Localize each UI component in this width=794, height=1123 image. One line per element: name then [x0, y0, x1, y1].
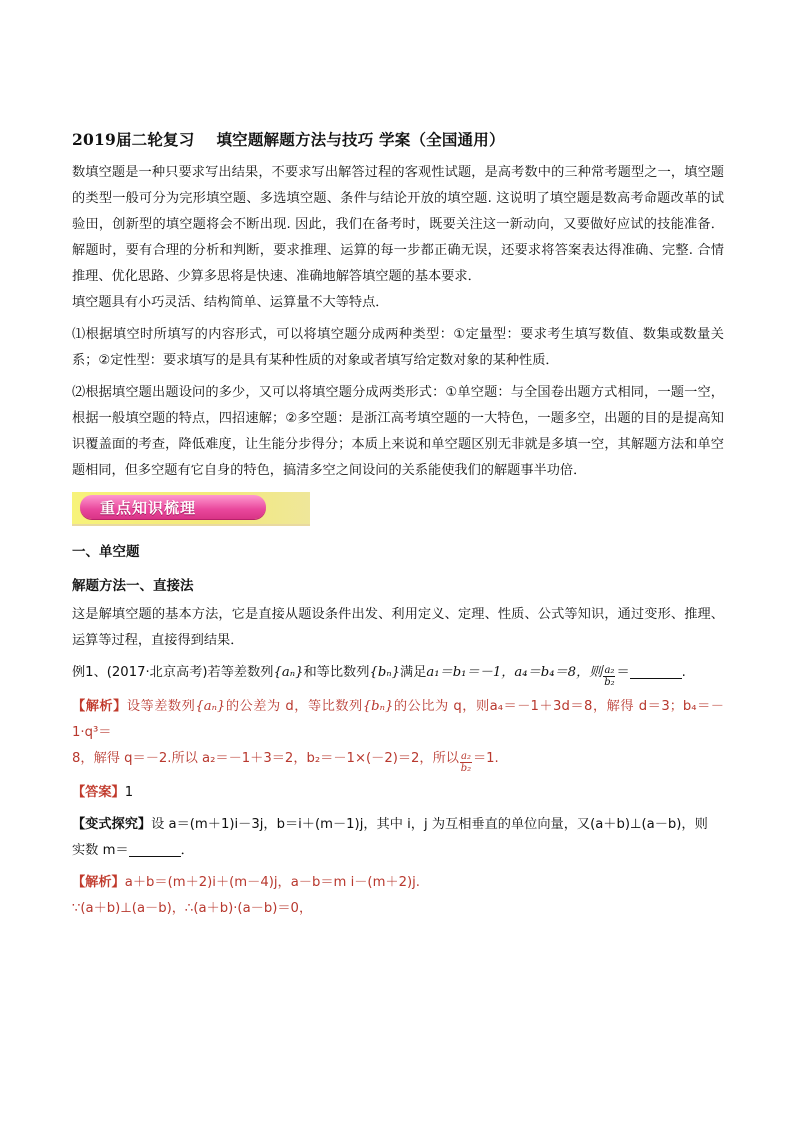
answer-label: 【答案】 — [72, 785, 125, 800]
intro-paragraph-1: 数填空题是一种只要求写出结果，不要求写出解答过程的客观性试题，是高考数中的三种常考题型之一，填空题的类型一般可分为完形填空题、多选填空题、条件与结论开放的填空题. 这说明了填空题是数高考命题改革的试验田，创新型的填空题将会不断出现. 因此，我们在备考时，既要关注这一新动向，又要做好应试的技能准备．解题时，要有合理的分析和判断，要求推理、运算的每一步都正确无误，还要求将答案表达得准确、完整. 合情推理、优化思路、少算多思将是快速、准确地解答填空题的基本要求． — [72, 165, 724, 284]
analysis-1: 【解析】设等差数列{aₙ}的公差为 d，等比数列{bₙ}的公比为 q，则a₄＝－1＋3d＝8，解得 d＝3；b₄＝－1·q³＝ 8，解得 q＝－2.所以 a₂＝－1＋3＝2，b₂＝－1×(－2)＝2，所以 $\frac{\text{a₂}}{\text{b₂}}$ ＝1. — [72, 699, 724, 774]
variant-label: 【变式探究】 — [72, 817, 152, 832]
document-title — [72, 128, 724, 150]
analysis-2: 【解析】a＋b＝(m＋2)i＋(m－4)j，a－b＝m i－(m＋2)j. ∵(a＋b)⊥(a－b)，∴(a＋b)·(a－b)＝0， — [72, 875, 420, 916]
analysis-label-2: 【解析】 — [72, 875, 125, 890]
variant-question: 【变式探究】设 a＝(m＋1)i－3j，b＝i＋(m－1)j，其中 i，j 为互相垂直的单位向量，又(a＋b)⊥(a－b)，则 实数 m＝ ． — [72, 817, 708, 858]
intro-paragraph-3: ⑴根据填空时所填写的内容形式，可以将填空题分成两种类型：①定量型：要求考生填写数值、数集或数量关系；②定性型：要求填写的是具有某种性质的对象或者填写给定数对象的某种性质． — [72, 327, 724, 368]
ratio-fraction-result: $\frac{\text{a₂}}{\text{b₂}}$ — [460, 751, 472, 774]
method-text: 这是解填空题的基本方法，它是直接从题设条件出发、利用定义、定理、性质、公式等知识，通过变形、推理、运算等过程，直接得到结果． — [72, 607, 724, 648]
ratio-fraction: $\frac{\text{a₂}}{\text{b₂}}$ — [604, 665, 615, 688]
section-banner — [72, 492, 310, 526]
method-heading: 解题方法一、直接法 — [72, 578, 194, 594]
section-heading: 一、单空题 — [72, 544, 140, 560]
title-part1: 2019届二轮复习 — [72, 130, 195, 149]
document-content — [72, 128, 724, 922]
banner-text: 重点知识梳理 — [100, 499, 197, 517]
analysis-label: 【解析】 — [72, 699, 127, 714]
title-part2: 填空题解题方法与技巧 学案（全国通用） — [216, 130, 505, 149]
example-1: 例1、(2017·北京高考)若等差数列{aₙ}和等比数列{bₙ}满足a₁＝b₁＝－1，a₄＝b₄＝8，则 $\frac{\text{a₂}}{\text{b₂}}$ ＝ . — [72, 665, 686, 688]
answer-blank — [630, 664, 682, 679]
answer-1 — [72, 780, 724, 806]
variant-answer-blank — [129, 842, 181, 857]
intro-paragraph-2: 填空题具有小巧灵活、结构简单、运算量不大等特点． — [72, 295, 389, 310]
answer-value: 1 — [124, 785, 134, 800]
intro-paragraph-4: ⑵根据填空题出题设问的多少，又可以将填空题分成两类形式：①单空题：与全国卷出题方式相同，一题一空，根据一般填空题的特点，四招速解；②多空题：是浙江高考填空题的一大特色，一题多空，出题的目的是提高知识覆盖面的考查，降低难度，让生能分步得分；本质上来说和单空题区别无非就是多填一空，其解题方法和单空题相同，但多空题有它自身的特色，搞清多空之间设问的关系能使我们的解题事半功倍． — [72, 385, 724, 478]
